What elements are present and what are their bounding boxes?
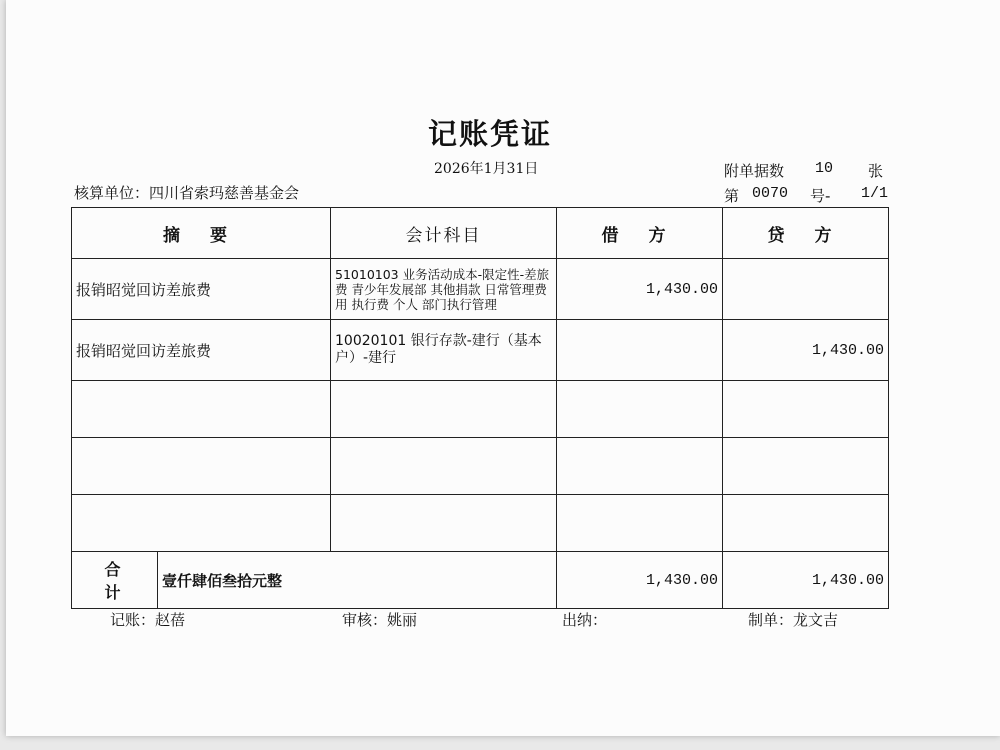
empty-cell xyxy=(331,438,557,495)
row-summary: 报销昭觉回访差旅费 xyxy=(72,259,331,320)
empty-cell xyxy=(557,438,723,495)
voucher-date: 2026年1月31日 xyxy=(434,161,539,177)
voucher-no-suffix: 号- xyxy=(810,187,831,205)
accounting-unit-label: 核算单位： xyxy=(74,184,150,202)
header-debit: 借 方 xyxy=(557,208,723,259)
reviewer-signature: 审核：姚丽 xyxy=(342,611,418,629)
header-subject: 会计科目 xyxy=(331,208,557,259)
row-credit: 1,430.00 xyxy=(723,320,889,381)
row-debit: 1,430.00 xyxy=(557,259,723,320)
bookkeeper-signature: 记账：赵蓓 xyxy=(110,611,186,629)
attachments-count: 10 xyxy=(815,160,834,177)
header-credit: 贷 方 xyxy=(723,208,889,259)
empty-cell xyxy=(723,495,889,552)
table-row-empty xyxy=(72,381,889,438)
voucher-no-page: 1/1 xyxy=(861,185,889,202)
row-credit xyxy=(723,259,889,320)
total-amount-words: 壹仟肆佰叁拾元整 xyxy=(158,552,557,609)
table-row-empty xyxy=(72,495,889,552)
voucher-no-number: 0070 xyxy=(752,185,789,202)
total-debit: 1,430.00 xyxy=(557,552,723,609)
attachments-label: 附单据数 xyxy=(724,162,785,180)
empty-cell xyxy=(557,495,723,552)
accounting-unit-name: 四川省索玛慈善基金会 xyxy=(149,184,300,202)
empty-cell xyxy=(72,438,331,495)
accounting-unit xyxy=(74,182,299,203)
empty-cell xyxy=(557,381,723,438)
empty-cell xyxy=(331,495,557,552)
total-label: 合 计 xyxy=(72,552,158,609)
cashier-signature: 出纳： xyxy=(562,611,608,629)
row-debit xyxy=(557,320,723,381)
total-row xyxy=(72,552,889,609)
empty-cell xyxy=(72,381,331,438)
row-subject: 10020101 银行存款-建行（基本户）-建行 xyxy=(331,320,557,381)
empty-cell xyxy=(331,381,557,438)
table-row xyxy=(72,320,889,381)
row-summary: 报销昭觉回访差旅费 xyxy=(72,320,331,381)
row-subject: 51010103 业务活动成本-限定性-差旅费 青少年发展部 其他捐款 日常管理费用 执行费 个人 部门执行管理 xyxy=(331,259,557,320)
table-header-row xyxy=(72,208,889,259)
preparer-signature: 制单：龙文吉 xyxy=(748,611,839,629)
empty-cell xyxy=(72,495,331,552)
empty-cell xyxy=(723,438,889,495)
table-row xyxy=(72,259,889,320)
header-summary: 摘 要 xyxy=(72,208,331,259)
voucher-no-prefix: 第 xyxy=(724,187,740,205)
voucher-table xyxy=(71,207,889,609)
table-row-empty xyxy=(72,438,889,495)
attachments-unit: 张 xyxy=(868,162,884,180)
voucher-title: 记账凭证 xyxy=(428,117,553,151)
total-credit: 1,430.00 xyxy=(723,552,889,609)
empty-cell xyxy=(723,381,889,438)
